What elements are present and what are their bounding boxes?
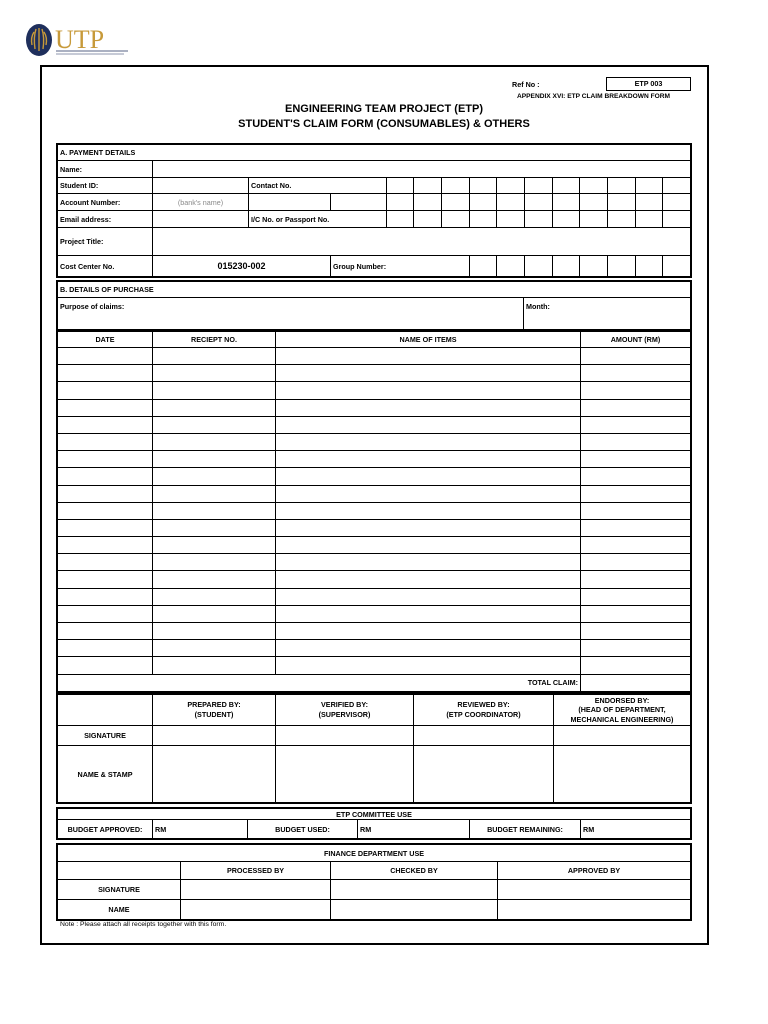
receipt-cell[interactable] bbox=[153, 571, 276, 588]
amount-cell[interactable] bbox=[581, 382, 691, 399]
table-row bbox=[58, 416, 691, 433]
budget-used-field[interactable]: RM bbox=[358, 820, 470, 839]
account-digit[interactable] bbox=[497, 194, 525, 211]
item-name-cell[interactable] bbox=[276, 588, 581, 605]
contact-digit[interactable] bbox=[442, 178, 470, 194]
coordinator-signature-cell[interactable] bbox=[414, 726, 554, 746]
verified-by-role: (SUPERVISOR) bbox=[318, 710, 371, 719]
processed-signature-cell[interactable] bbox=[181, 880, 331, 900]
item-name-cell[interactable] bbox=[276, 571, 581, 588]
ic-digit[interactable] bbox=[608, 211, 636, 228]
account-digit[interactable] bbox=[525, 194, 553, 211]
date-cell[interactable] bbox=[58, 399, 153, 416]
column-header-items: NAME OF ITEMS bbox=[276, 331, 581, 348]
project-title-field[interactable] bbox=[153, 228, 691, 256]
cost-center-value[interactable]: 015230-002 bbox=[153, 256, 331, 277]
name-stamp-label: NAME & STAMP bbox=[58, 746, 153, 803]
total-row bbox=[58, 674, 691, 691]
table-row bbox=[58, 468, 691, 485]
contact-digit[interactable] bbox=[553, 178, 580, 194]
budget-used-label: BUDGET USED: bbox=[248, 820, 358, 839]
column-header-amount: AMOUNT (RM) bbox=[581, 331, 691, 348]
contact-digit[interactable] bbox=[663, 178, 691, 194]
receipt-cell[interactable] bbox=[153, 416, 276, 433]
finance-table bbox=[57, 844, 691, 920]
column-header-receipt: RECIEPT NO. bbox=[153, 331, 276, 348]
ic-digit[interactable] bbox=[497, 211, 525, 228]
group-number-digit[interactable] bbox=[470, 256, 497, 277]
receipt-cell[interactable] bbox=[153, 588, 276, 605]
budget-approved-field[interactable]: RM bbox=[153, 820, 248, 839]
committee-table bbox=[57, 808, 691, 839]
item-name-cell[interactable] bbox=[276, 502, 581, 519]
item-name-cell[interactable] bbox=[276, 485, 581, 502]
account-digit[interactable] bbox=[249, 194, 331, 211]
amount-cell[interactable] bbox=[581, 365, 691, 382]
account-digit[interactable] bbox=[663, 194, 691, 211]
amount-cell[interactable] bbox=[581, 571, 691, 588]
receipt-cell[interactable] bbox=[153, 399, 276, 416]
contact-digit[interactable] bbox=[414, 178, 442, 194]
item-name-cell[interactable] bbox=[276, 451, 581, 468]
contact-label: Contact No. bbox=[249, 178, 387, 194]
date-cell[interactable] bbox=[58, 623, 153, 640]
ref-no-label: Ref No : bbox=[512, 80, 540, 89]
approval-signature-label: SIGNATURE bbox=[58, 726, 153, 746]
student-stamp-cell[interactable] bbox=[153, 746, 276, 803]
contact-digit[interactable] bbox=[636, 178, 663, 194]
finance-name-label: NAME bbox=[58, 900, 181, 920]
payment-section-title: A. PAYMENT DETAILS bbox=[58, 145, 691, 161]
endorsed-by-header bbox=[554, 695, 691, 726]
table-row bbox=[58, 451, 691, 468]
coordinator-stamp-cell[interactable] bbox=[414, 746, 554, 803]
hod-signature-cell[interactable] bbox=[554, 726, 691, 746]
prepared-by-header bbox=[153, 695, 276, 726]
date-cell[interactable] bbox=[58, 588, 153, 605]
receipt-cell[interactable] bbox=[153, 623, 276, 640]
item-name-cell[interactable] bbox=[276, 537, 581, 554]
amount-cell[interactable] bbox=[581, 640, 691, 657]
receipt-cell[interactable] bbox=[153, 519, 276, 536]
ic-digit[interactable] bbox=[442, 211, 470, 228]
purchase-section-title: B. DETAILS OF PURCHASE bbox=[58, 282, 691, 298]
prepared-by-role: (STUDENT) bbox=[194, 710, 234, 719]
ic-digit[interactable] bbox=[553, 211, 580, 228]
table-row bbox=[58, 588, 691, 605]
amount-cell[interactable] bbox=[581, 451, 691, 468]
item-name-cell[interactable] bbox=[276, 382, 581, 399]
item-name-cell[interactable] bbox=[276, 348, 581, 365]
table-row bbox=[58, 399, 691, 416]
receipt-cell[interactable] bbox=[153, 485, 276, 502]
email-label: Email address: bbox=[58, 211, 153, 228]
ic-digit[interactable] bbox=[414, 211, 442, 228]
account-digit[interactable] bbox=[470, 194, 497, 211]
purpose-of-claims[interactable]: Purpose of claims: bbox=[58, 298, 524, 331]
group-number-digit[interactable] bbox=[636, 256, 663, 277]
table-row bbox=[58, 365, 691, 382]
item-name-cell[interactable] bbox=[276, 519, 581, 536]
receipt-cell[interactable] bbox=[153, 451, 276, 468]
receipt-cell[interactable] bbox=[153, 433, 276, 450]
budget-remaining-field[interactable]: RM bbox=[581, 820, 691, 839]
date-cell[interactable] bbox=[58, 433, 153, 450]
contact-digit[interactable] bbox=[580, 178, 608, 194]
checked-signature-cell[interactable] bbox=[331, 880, 498, 900]
name-label: Name: bbox=[58, 161, 153, 178]
date-cell[interactable] bbox=[58, 416, 153, 433]
contact-digit[interactable] bbox=[387, 178, 414, 194]
ic-digit[interactable] bbox=[387, 211, 414, 228]
budget-remaining-label: BUDGET REMAINING: bbox=[470, 820, 581, 839]
group-number-digit[interactable] bbox=[580, 256, 608, 277]
budget-approved-label: BUDGET APPROVED: bbox=[58, 820, 153, 839]
group-number-digit[interactable] bbox=[525, 256, 553, 277]
date-cell[interactable] bbox=[58, 485, 153, 502]
ic-digit[interactable] bbox=[636, 211, 663, 228]
date-cell[interactable] bbox=[58, 657, 153, 674]
table-row bbox=[58, 502, 691, 519]
account-digit[interactable] bbox=[553, 194, 580, 211]
item-name-cell[interactable] bbox=[276, 554, 581, 571]
ic-digit[interactable] bbox=[525, 211, 553, 228]
endorsed-by-role-2: MECHANICAL ENGINEERING) bbox=[570, 714, 674, 724]
reviewed-by-label: REVIEWED BY: bbox=[457, 700, 510, 709]
receipt-cell[interactable] bbox=[153, 468, 276, 485]
table-row bbox=[58, 640, 691, 657]
receipt-cell[interactable] bbox=[153, 348, 276, 365]
amount-cell[interactable] bbox=[581, 605, 691, 622]
amount-cell[interactable] bbox=[581, 399, 691, 416]
approval-table bbox=[57, 694, 691, 803]
amount-cell[interactable] bbox=[581, 623, 691, 640]
account-digit[interactable] bbox=[580, 194, 608, 211]
receipt-cell[interactable] bbox=[153, 382, 276, 399]
account-digit[interactable] bbox=[636, 194, 663, 211]
appendix-label: APPENDIX XVI: ETP CLAIM BREAKDOWN FORM bbox=[517, 93, 671, 100]
date-cell[interactable] bbox=[58, 382, 153, 399]
approved-signature-cell[interactable] bbox=[498, 880, 691, 900]
group-number-digit[interactable] bbox=[608, 256, 636, 277]
amount-cell[interactable] bbox=[581, 588, 691, 605]
amount-cell[interactable] bbox=[581, 554, 691, 571]
project-title-label: Project Title: bbox=[58, 228, 153, 256]
ic-passport-label: I/C No. or Passport No. bbox=[249, 211, 387, 228]
processed-by-header: PROCESSED BY bbox=[181, 862, 331, 880]
item-name-cell[interactable] bbox=[276, 365, 581, 382]
table-row bbox=[58, 348, 691, 365]
receipt-cell[interactable] bbox=[153, 365, 276, 382]
amount-cell[interactable] bbox=[581, 348, 691, 365]
item-name-cell[interactable] bbox=[276, 605, 581, 622]
amount-cell[interactable] bbox=[581, 416, 691, 433]
table-row bbox=[58, 382, 691, 399]
student-id-field[interactable] bbox=[153, 178, 249, 194]
table-row bbox=[58, 433, 691, 450]
payment-details-table bbox=[57, 144, 691, 277]
prepared-by-label: PREPARED BY: bbox=[187, 700, 241, 709]
item-name-cell[interactable] bbox=[276, 623, 581, 640]
item-name-cell[interactable] bbox=[276, 640, 581, 657]
table-row bbox=[58, 605, 691, 622]
svg-text:UTP: UTP bbox=[55, 25, 105, 54]
supervisor-signature-cell[interactable] bbox=[276, 726, 414, 746]
account-digit[interactable] bbox=[414, 194, 442, 211]
amount-cell[interactable] bbox=[581, 537, 691, 554]
attachment-note: Note : Please attach all receipts together with this form. bbox=[60, 921, 227, 928]
receipt-cell[interactable] bbox=[153, 502, 276, 519]
name-field[interactable] bbox=[153, 161, 691, 178]
endorsed-by-label: ENDORSED BY: bbox=[594, 695, 650, 705]
amount-cell[interactable] bbox=[581, 468, 691, 485]
approval-corner-cell bbox=[58, 695, 153, 726]
date-cell[interactable] bbox=[58, 348, 153, 365]
date-cell[interactable] bbox=[58, 468, 153, 485]
verified-by-header bbox=[276, 695, 414, 726]
item-name-cell[interactable] bbox=[276, 657, 581, 674]
email-field[interactable] bbox=[153, 211, 249, 228]
receipt-cell[interactable] bbox=[153, 554, 276, 571]
table-row bbox=[58, 537, 691, 554]
form-title: ENGINEERING TEAM PROJECT (ETP) bbox=[284, 103, 484, 115]
receipt-cell[interactable] bbox=[153, 537, 276, 554]
account-digit[interactable] bbox=[442, 194, 470, 211]
date-cell[interactable] bbox=[58, 554, 153, 571]
item-name-cell[interactable] bbox=[276, 399, 581, 416]
table-row bbox=[58, 571, 691, 588]
finance-title: FINANCE DEPARTMENT USE bbox=[58, 845, 691, 862]
receipt-cell[interactable] bbox=[153, 640, 276, 657]
date-cell[interactable] bbox=[58, 571, 153, 588]
student-id-label: Student ID: bbox=[58, 178, 153, 194]
table-row bbox=[58, 485, 691, 502]
hod-stamp-cell[interactable] bbox=[554, 746, 691, 803]
utp-logo bbox=[24, 18, 134, 62]
item-name-cell[interactable] bbox=[276, 416, 581, 433]
ic-digit[interactable] bbox=[580, 211, 608, 228]
total-claim-label: TOTAL CLAIM: bbox=[58, 674, 581, 691]
purchase-header-table bbox=[57, 281, 691, 331]
amount-cell[interactable] bbox=[581, 519, 691, 536]
group-number-label: Group Number: bbox=[331, 256, 470, 277]
table-row bbox=[58, 519, 691, 536]
total-claim-field[interactable] bbox=[581, 674, 691, 691]
approved-name-cell[interactable] bbox=[498, 900, 691, 920]
group-number-digit[interactable] bbox=[553, 256, 580, 277]
verified-by-label: VERIFIED BY: bbox=[321, 700, 368, 709]
date-cell[interactable] bbox=[58, 640, 153, 657]
checked-by-header: CHECKED BY bbox=[331, 862, 498, 880]
amount-cell[interactable] bbox=[581, 485, 691, 502]
table-row bbox=[58, 554, 691, 571]
finance-corner-cell bbox=[58, 862, 181, 880]
ref-no-value[interactable]: ETP 003 bbox=[606, 77, 691, 91]
date-cell[interactable] bbox=[58, 519, 153, 536]
group-number-digit[interactable] bbox=[663, 256, 691, 277]
account-digit[interactable] bbox=[331, 194, 387, 211]
processed-name-cell[interactable] bbox=[181, 900, 331, 920]
date-cell[interactable] bbox=[58, 365, 153, 382]
ic-digit[interactable] bbox=[470, 211, 497, 228]
purchase-items-table bbox=[57, 330, 691, 692]
supervisor-stamp-cell[interactable] bbox=[276, 746, 414, 803]
contact-digit[interactable] bbox=[608, 178, 636, 194]
finance-signature-label: SIGNATURE bbox=[58, 880, 181, 900]
cost-center-label: Cost Center No. bbox=[58, 256, 153, 277]
student-signature-cell[interactable] bbox=[153, 726, 276, 746]
item-name-cell[interactable] bbox=[276, 468, 581, 485]
receipt-cell[interactable] bbox=[153, 605, 276, 622]
receipt-cell[interactable] bbox=[153, 657, 276, 674]
date-cell[interactable] bbox=[58, 605, 153, 622]
group-number-digit[interactable] bbox=[497, 256, 525, 277]
contact-digit[interactable] bbox=[525, 178, 553, 194]
account-digit[interactable] bbox=[608, 194, 636, 211]
reviewed-by-role: (ETP COORDINATOR) bbox=[446, 710, 521, 719]
contact-digit[interactable] bbox=[497, 178, 525, 194]
contact-digit[interactable] bbox=[470, 178, 497, 194]
date-cell[interactable] bbox=[58, 451, 153, 468]
amount-cell[interactable] bbox=[581, 502, 691, 519]
month-field[interactable]: Month: bbox=[524, 298, 691, 331]
approved-by-header: APPROVED BY bbox=[498, 862, 691, 880]
date-cell[interactable] bbox=[58, 537, 153, 554]
table-row bbox=[58, 623, 691, 640]
amount-cell[interactable] bbox=[581, 657, 691, 674]
account-bank-hint[interactable]: (bank's name) bbox=[153, 194, 249, 211]
checked-name-cell[interactable] bbox=[331, 900, 498, 920]
amount-cell[interactable] bbox=[581, 433, 691, 450]
reviewed-by-header bbox=[414, 695, 554, 726]
item-name-cell[interactable] bbox=[276, 433, 581, 450]
committee-title: ETP COMMITTEE USE bbox=[58, 809, 691, 820]
column-header-date: DATE bbox=[58, 331, 153, 348]
date-cell[interactable] bbox=[58, 502, 153, 519]
account-digit[interactable] bbox=[387, 194, 414, 211]
table-row bbox=[58, 657, 691, 674]
form-subtitle: STUDENT'S CLAIM FORM (CONSUMABLES) & OTHERS bbox=[238, 118, 530, 130]
endorsed-by-role-1: (HEAD OF DEPARTMENT, bbox=[578, 705, 666, 715]
account-label: Account Number: bbox=[58, 194, 153, 211]
ic-digit[interactable] bbox=[663, 211, 691, 228]
